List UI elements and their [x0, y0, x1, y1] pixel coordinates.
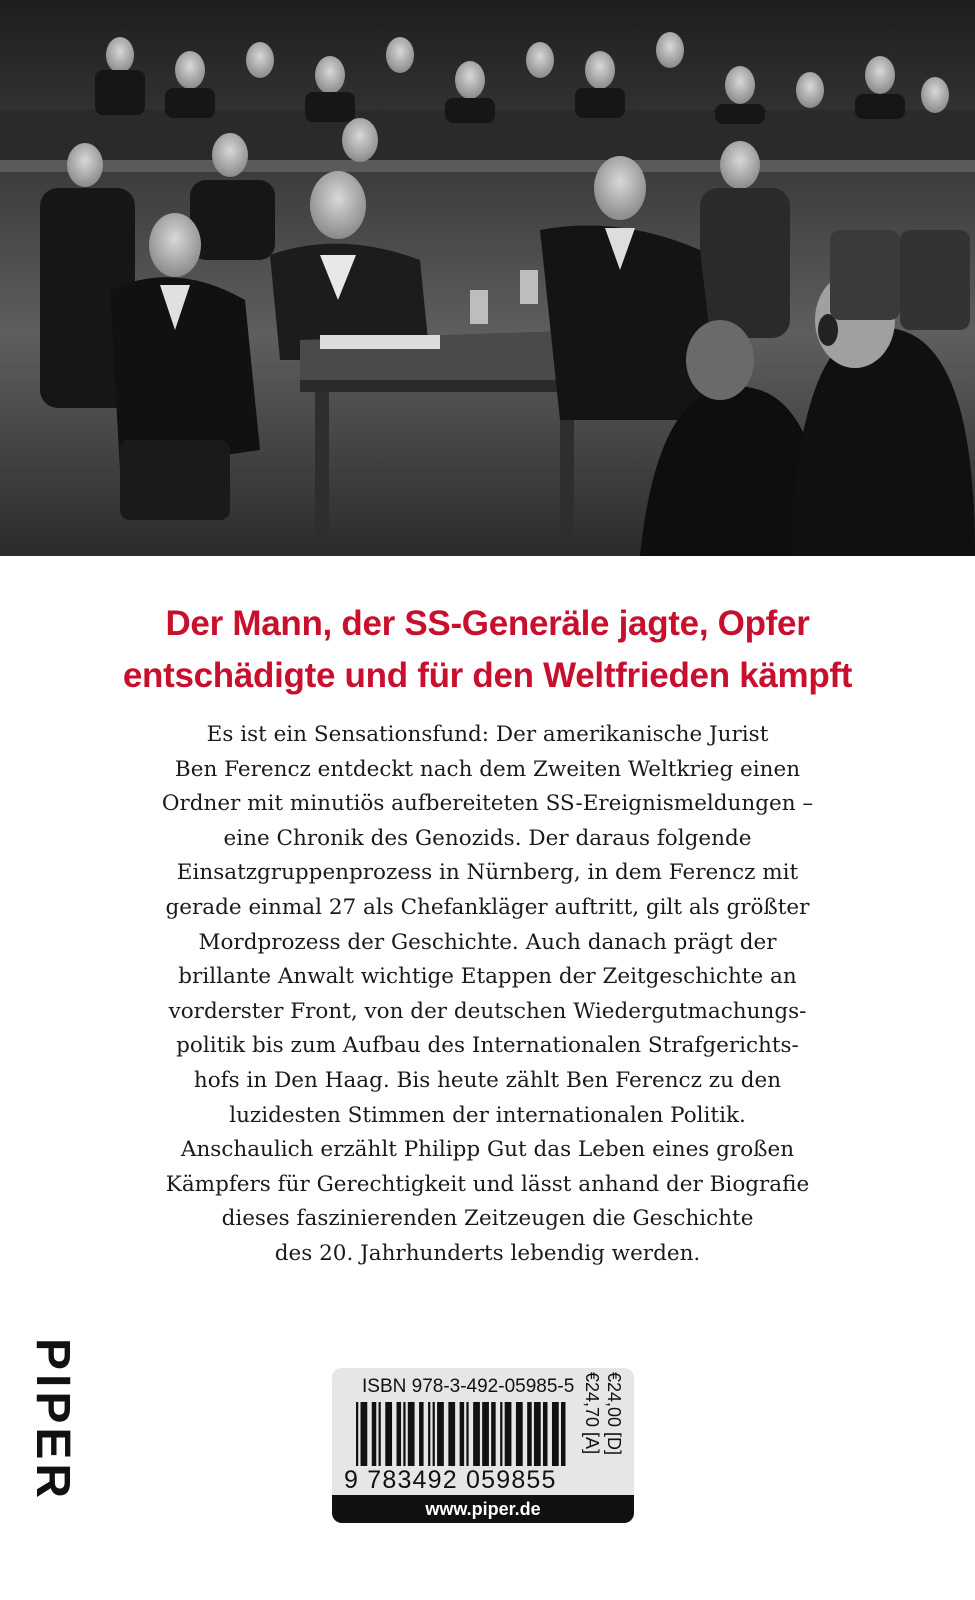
- barcode-bar: [527, 1402, 532, 1466]
- barcode-bar: [482, 1402, 489, 1466]
- barcode-bar: [361, 1402, 368, 1466]
- blurb-line: gerade einmal 27 als Chefankläger auftritt, gilt als größter: [165, 894, 810, 920]
- barcode-bar: [403, 1402, 405, 1466]
- barcode-bar: [505, 1402, 512, 1466]
- barcode-bar: [397, 1402, 402, 1466]
- blurb-line: eine Chronik des Genozids. Der daraus folgende: [223, 825, 752, 851]
- blurb-line: Anschaulich erzählt Philipp Gut das Leben eines großen: [180, 1137, 795, 1163]
- barcode-bar: [543, 1402, 548, 1466]
- barcode-bar: [419, 1402, 424, 1466]
- barcode-bar: [437, 1402, 444, 1466]
- barcode-bar: [372, 1402, 377, 1466]
- blurb-line: Ordner mit minutiös aufbereiteten SS-Ereignismeldungen –: [161, 791, 814, 817]
- barcode-box: [332, 1368, 634, 1523]
- publisher-website[interactable]: www.piper.de: [332, 1495, 634, 1523]
- blurb-line: Mordprozess der Geschichte. Auch danach prägt der: [198, 929, 777, 955]
- isbn-label: ISBN 978-3-492-05985-5: [362, 1376, 575, 1397]
- blurb-line: Einsatzgruppenprozess in Nürnberg, in dem Ferencz mit: [176, 860, 799, 886]
- barcode-bar: [433, 1402, 435, 1466]
- price-column: [578, 1372, 634, 1496]
- blurb-text: [70, 718, 905, 1272]
- blurb-line: Kämpfers für Gerechtigkeit und lässt anhand der Biografie: [165, 1171, 810, 1197]
- barcode-bar: [552, 1402, 559, 1466]
- blurb-line: luzidesten Stimmen der internationalen Politik.: [229, 1102, 746, 1128]
- blurb-line: dieses faszinierenden Zeitzeugen die Geschichte: [221, 1206, 754, 1232]
- barcode-bar: [356, 1402, 358, 1466]
- barcode-bar: [561, 1402, 566, 1466]
- cover-photo: [0, 0, 975, 556]
- blurb-line: Es ist ein Sensationsfund: Der amerikanische Jurist: [206, 722, 769, 747]
- barcode-icon: [356, 1402, 572, 1466]
- blurb-line: vorderster Front, von der deutschen Wiedergutmachungs-: [168, 998, 807, 1024]
- barcode-bar: [460, 1402, 465, 1466]
- barcode-bar: [516, 1402, 523, 1466]
- ean-digits: 9 783492 059855: [344, 1466, 557, 1494]
- barcode-bar: [473, 1402, 480, 1466]
- publisher-name: PIPER: [26, 1338, 79, 1503]
- blurb-line: Ben Ferencz entdeckt nach dem Zweiten Weltkrieg einen: [174, 756, 801, 782]
- headline: [40, 598, 935, 702]
- blurb-line: des 20. Jahrhunderts lebendig werden.: [274, 1240, 701, 1266]
- barcode-bar: [448, 1402, 455, 1466]
- barcode-bar: [491, 1402, 496, 1466]
- barcode-bar: [428, 1402, 430, 1466]
- barcode-bar: [408, 1402, 415, 1466]
- blurb-line: brillante Anwalt wichtige Etappen der Zeitgeschichte an: [178, 964, 797, 990]
- courtroom-photo-icon: [0, 0, 975, 556]
- barcode-bar: [534, 1402, 541, 1466]
- barcode-bar: [385, 1402, 392, 1466]
- price-de: €24,00 [D]: [604, 1372, 624, 1456]
- blurb-line: politik bis zum Aufbau des Internationalen Strafgerichts-: [176, 1033, 799, 1059]
- barcode-bar: [379, 1402, 381, 1466]
- barcode-bar: [466, 1402, 468, 1466]
- price-at: €24,70 [A]: [582, 1372, 602, 1455]
- blurb-line: hofs in Den Haag. Bis heute zählt Ben Ferencz zu den: [193, 1067, 782, 1093]
- headline-line-2: entschädigte und für den Weltfrieden kämpft: [122, 656, 853, 695]
- headline-line-1: Der Mann, der SS-Generäle jagte, Opfer: [165, 604, 810, 643]
- publisher-logo: [22, 1338, 82, 1538]
- barcode-bar: [500, 1402, 502, 1466]
